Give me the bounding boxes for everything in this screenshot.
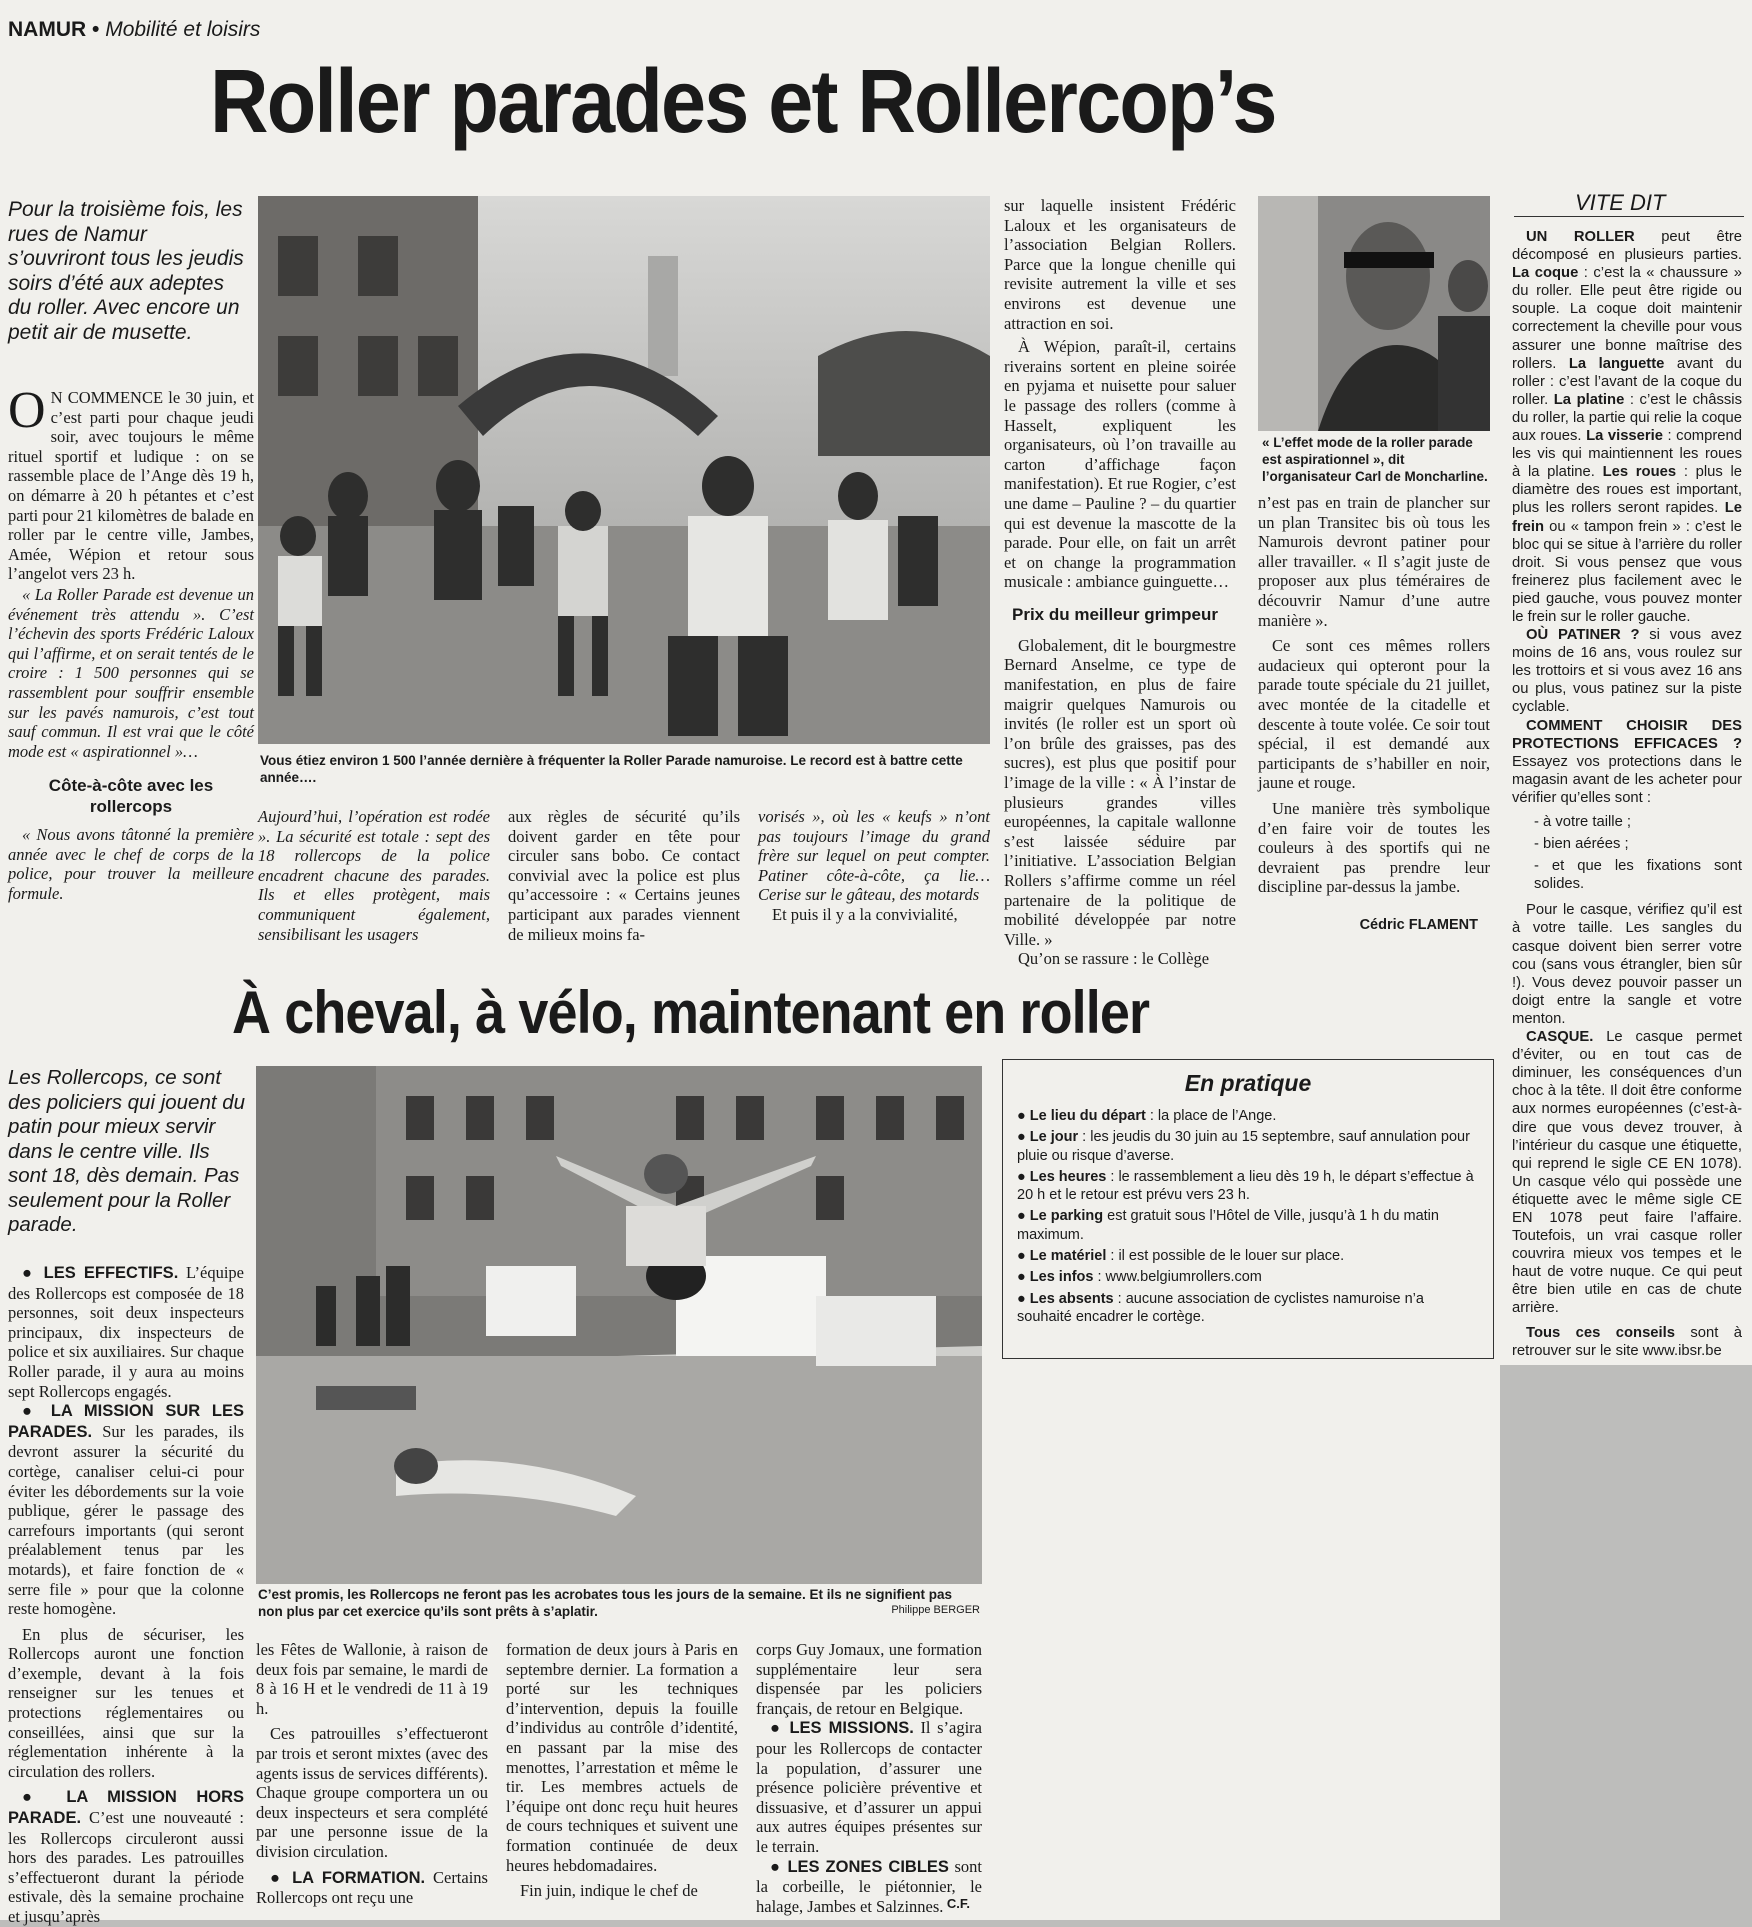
- paragraph: Une manière très symbolique d’en faire voir de toutes les couleurs à des sportifs qui ne devraient pas prendre leur discipline par-dessus la jambe.: [1258, 798, 1490, 897]
- list-item: - et que les fixations sont solides.: [1534, 858, 1742, 893]
- en-pratique-title: En pratique: [1184, 1070, 1312, 1096]
- text: Pour le casque, vérifiez qu’il est à votre taille. Les sangles du casque doivent bien serrer votre cou (sans vous étrangler, bien sûr !). Vous devez pouvoir passer un doigt entre la sangle et votre menton.: [1512, 902, 1742, 1027]
- photo-caption: C’est promis, les Rollercops ne feront pas les acrobates tous les jours de la semaine. Et ils ne signifient pas non plus par cet exercice qu’ils sont prêts à s’aplatir.: [258, 1587, 952, 1619]
- bold-lead: CASQUE.: [1526, 1029, 1594, 1046]
- text: L’équipe des Rollercops est composée de 18 personnes, soit deux inspecteurs principaux, dix inspecteurs de police et six auxiliaires. Sur chaque Roller parade, il y aura au moins sept Rollercops engagés.: [8, 1263, 244, 1401]
- bold-lead: LA FORMATION.: [292, 1868, 426, 1887]
- text: Il s’agira pour les Rollercops de contacter la population, d’assurer une présence policière préventive et dissuasive, et d’assurer un appui aux autres équipes présentes sur le terrain.: [756, 1718, 982, 1856]
- vite-dit-title: VITE DIT: [1575, 190, 1666, 215]
- list-item: - bien aérées ;: [1534, 836, 1629, 853]
- info-item: ● Les infos : www.belgiumrollers.com: [1017, 1269, 1262, 1286]
- text: ou « tampon frein » : c’est le bloc qui se situe à l’arrière du roller droit. Si vous pensez que vous freinerez plus facilement avec le pied gauche, vous pouvez monter le frein sur le roller gauche.: [1512, 518, 1742, 625]
- section-name: NAMUR: [8, 18, 87, 41]
- paragraph: sur laquelle insistent Frédéric Laloux et les organisateurs de l’association Belgian Rollers. Parce que la longue chenille qui revisite autrement la ville et ses environs est devenue une attraction en soi.: [1004, 196, 1236, 333]
- drop-cap: O: [8, 382, 46, 439]
- paragraph: vorisés », où les « keufs » n’ont pas toujours l’image du grand frère sur lequel on peut compter. Patiner côte-à-côte, ça lie… Cerise sur le gâteau, des motards: [758, 807, 990, 905]
- article2-column-4: corps Guy Jomaux, une formation supplémentaire leur sera dispensée par les policiers français, de retour en Belgique. ● LES MISSIONS. Il s’agira pour les Rollercops de contacter la population, d’assurer une présence policière préventive et dissuasive, et d’assurer un appui aux autres équipes présentes sur le terrain. ● LES ZONES CIBLES sont la corbeille, le piétonnier, le halage, Jambes et Salzinnes.: [756, 1640, 982, 1916]
- article-chapo-2: Les Rollercops, ce sont des policiers qui jouent du patin pour mieux servir dans le centre ville. Ils sont 18, dès demain. Pas seulement pour la Roller parade.: [8, 1066, 246, 1236]
- bold-lead: LES ZONES CIBLES: [787, 1857, 949, 1876]
- article-column-4: [758, 807, 990, 925]
- text: Certains Rollercops ont reçu une: [256, 1867, 488, 1908]
- paragraph: Aujourd’hui, l’opération est rodée ». La sécurité est totale : sept des 18 rollercops de la police encadrent chacune des parades. Ils et elles protègent, mais communiquent également, sensibilisant les usagers: [258, 807, 490, 944]
- subheading: Côte-à-côte avec les rollercops: [48, 776, 214, 817]
- article-title: Roller parades et Rollercop’s: [210, 52, 1276, 152]
- roller-parade-photo: [258, 196, 990, 744]
- rollercops-acrobat-photo: [256, 1066, 982, 1584]
- photo-caption: Vous étiez environ 1 500 l’année dernière à fréquenter la Roller Parade namuroise. Le record est à battre cette année….: [260, 753, 963, 785]
- info-item: ● Le jour : les jeudis du 30 juin au 15 septembre, sauf annulation pour pluie ou risque d’averse.: [1017, 1129, 1470, 1164]
- en-pratique-box: [1002, 1059, 1494, 1359]
- article-column-5: [1004, 196, 1236, 969]
- photo-credit: Philippe BERGER: [891, 1604, 980, 1616]
- text: Ces patrouilles s’effectueront par trois et seront mixtes (avec des agents issus de services différents). Chaque groupe comportera un ou deux inspecteurs et sera complété par une personne issue de la division circulation.: [256, 1724, 489, 1861]
- list-item: - à votre taille ;: [1534, 814, 1632, 830]
- text: avant du roller : c’est l’avant de la coque du roller.: [1512, 355, 1742, 408]
- article-column-1: [8, 382, 254, 904]
- bold-lead: OÙ PATINER ?: [1526, 627, 1640, 644]
- term: La visserie: [1586, 428, 1663, 445]
- vite-dit-body: [1512, 228, 1742, 1360]
- text: En plus de sécuriser, les Rollercops auront une fonction d’exemple, devant à la fois renseigner sur les tenues et protections réglementaires ou conseillées, ainsi que sur la réglementation inhérente à la circulation des rollers.: [8, 1624, 244, 1781]
- photo-caption: « L’effet mode de la roller parade est aspirationnel », dit l’organisateur Carl de Moncharline.: [1262, 435, 1488, 484]
- paragraph: Ce sont ces mêmes rollers audacieux qui opteront pour la parade toute spéciale du 21 juillet, avec montée de la citadelle et descente à toute volée. Ce soir tout spécial, il est demandé aux participants de s’habiller en noir, jaune et rouge.: [1258, 636, 1490, 793]
- info-item: ● Les heures : le rassemblement a lieu dès 19 h, le départ s’effectue à 20 h et le retour est prévu vers 23 h.: [1017, 1168, 1474, 1204]
- text: formation de deux jours à Paris en septembre dernier. La formation a porté sur les techniques d’intervention, depuis la fouille d’individus au contrôle d’identité, en passant par la mise des menottes, l’arrestation et même le tir. Les membres actuels de l’équipe ont donc reçu huit heures de cours techniques et suivent une formation continuée de deux heures hebdomadaires.: [506, 1640, 738, 1875]
- paragraph: aux règles de sécurité qu’ils doivent garder en tête pour circuler sans bobo. Ce contact convivial avec la police est plus qu’accessoire : « Certains jeunes participant aux parades viennent de milieux moins fa-: [508, 807, 740, 944]
- text: les Fêtes de Wallonie, à raison de deux fois par semaine, le mardi de 8 à 16 H et le vendredi de 11 à 19 h.: [256, 1640, 488, 1718]
- byline: C.F.: [946, 1896, 970, 1911]
- text: sont la corbeille, le piétonnier, le halage, Jambes et Salzinnes.: [756, 1856, 982, 1916]
- article-column-3: [508, 807, 740, 944]
- text: Fin juin, indique le chef de: [520, 1881, 698, 1901]
- term: La coque: [1512, 265, 1579, 282]
- paragraph: N COMMENCE le 30 juin, et c’est parti pour chaque jeudi soir, avec toujours le même rituel sportif et ludique : on se rassemble place de l’Ange dès 19 h, on démarre à 20 h pétantes et c’est parti pour 21 kilomètres de balade en roller par le centre ville, Jambes, Amée, Wépion et retour sous l’angelot vers 23 h.: [8, 388, 254, 584]
- section-header: NAMUR • Mobilité et loisirs: [8, 18, 261, 41]
- text: Sur les parades, ils devront assurer la sécurité du cortège, canaliser celui-ci pour éviter les débordements sur la voie publique, gérer le passage des carrefours importants (qui seront préalablement tenus par les motards), et faire fonction de « serre file » pour que la colonne reste homogène.: [8, 1421, 244, 1619]
- vite-dit-rule: [1514, 216, 1744, 217]
- article2-column-1: ● LES EFFECTIFS. L’équipe des Rollercops est composée de 18 personnes, soit deux inspecteurs principaux, dix inspecteurs de police et six auxiliaires. Sur chaque Roller parade, il y aura au moins sept Rollercops engagés. ● LA MISSION SUR LES PARADES. Sur les parades, ils devront assurer la sécurité du cortège, canaliser celui-ci pour éviter les débordements sur la voie publique, gérer le passage des carrefours importants (qui seront préalablement tenus par les motards), et faire fonction de « serre file » pour que la colonne reste homogène. En plus de sécuriser, les Rollercops auront une fonction d’exemple, devant à la fois renseigner sur les tenues et protections réglementaires ou conseillées, ainsi que sur la réglementation inhérente à la circulation des rollers. ● LA MISSION HORS PARADE. C’est une nouveauté : les Rollercops circuleront aussi hors des parades. Les patrouilles s’effectueront durant la période estivale, dès la semaine prochaine et jusqu’après: [8, 1263, 244, 1926]
- bold-lead: LES MISSIONS.: [789, 1719, 914, 1738]
- subheading: Prix du meilleur grimpeur: [1012, 604, 1218, 624]
- en-pratique-list: [1017, 1107, 1481, 1326]
- paragraph: « La Roller Parade est devenue un événement très attendu ». C’est l’échevin des sports Frédéric Laloux qui l’affirme, et on serait tentés de le croire : 1 500 personnes qui se rassemblent pour souffrir ensemble sur les pavés namurois, c’est tout sauf commun. Il est vrai que le côté mode est « aspirationnel »…: [8, 584, 254, 761]
- bold-lead: LA MISSION SUR LES PARADES.: [8, 1402, 244, 1441]
- article2-column-2: les Fêtes de Wallonie, à raison de deux fois par semaine, le mardi de 8 à 16 H et le vendredi de 11 à 19 h. Ces patrouilles s’effectueront par trois et seront mixtes (avec des agents issus de services différents). Chaque groupe comportera un ou deux inspecteurs et sera complété par une personne issue de la division circulation. ● LA FORMATION. Certains Rollercops ont reçu une: [256, 1640, 489, 1908]
- info-item: ● Le parking est gratuit sous l’Hôtel de Ville, jusqu’à 1 h du matin maximum.: [1017, 1208, 1439, 1243]
- organiser-portrait-photo: [1258, 196, 1490, 431]
- text: Essayez vos protections dans le magasin avant de les acheter pour vérifier qu’elles sont :: [1512, 753, 1742, 806]
- bold-lead: Tous ces conseils: [1526, 1324, 1675, 1341]
- article-column-2: [258, 807, 490, 944]
- text: : plus le diamètre des roues est important, plus les rollers seront rapides.: [1512, 464, 1743, 517]
- article-chapo: Pour la troisième fois, les rues de Namur s’ouvriront tous les jeudis soirs d’été aux adeptes du roller. Avec encore un petit air de musette.: [8, 198, 244, 344]
- text: : c’est la « chaussure » du roller. Elle peut être rigide ou souple. La coque doit maintenir correctement la cheville pour vous assurer une bonne maîtrise des rollers.: [1512, 265, 1742, 372]
- text: : c’est le châssis du roller, la partie qui relie la coque aux roues.: [1512, 391, 1742, 445]
- info-item: ● Le lieu du départ : la place de l’Ange.: [1017, 1108, 1277, 1124]
- text: C’est une nouveauté : les Rollercops circuleront aussi hors des parades. Les patrouilles s’effectueront durant la période estivale, dès la semaine prochaine et jusqu’après: [8, 1808, 244, 1926]
- bold-lead: COMMENT CHOISIR DES PROTECTIONS EFFICACES ?: [1512, 717, 1742, 752]
- text: sont à retrouver sur le site www.ibsr.be: [1512, 1324, 1743, 1359]
- paragraph: Qu’on se rassure : le Collège: [1018, 949, 1210, 969]
- paragraph: « Nous avons tâtonné la première année avec le chef de corps de la police, pour trouver la meilleure formule.: [8, 825, 254, 904]
- paragraph: n’est pas en train de plancher sur un plan Transitec bis où tous les Namurois devront patiner pour aller travailler. « Il s’agit juste de proposer aux plus téméraires de découvrir Namur d’une autre manière ».: [1258, 493, 1490, 630]
- paragraph: Et puis il y a la convivialité,: [772, 904, 958, 924]
- subsection-name: Mobilité et loisirs: [105, 18, 261, 41]
- bold-lead: LES EFFECTIFS.: [43, 1264, 179, 1282]
- term: Le frein: [1512, 500, 1742, 535]
- info-item: ● Le matériel : il est possible de le louer sur place.: [1017, 1248, 1345, 1265]
- paragraph: À Wépion, paraît-il, certains riverains sortent en pleine soirée en pyjama et nuisette pour saluer le passage des rollers (comme à Hasselt, expliquent les organisateurs, où l’on travaille au carton d’affichage façon manifestation). Et rue Rogier, c’est une dame – Pauline ? – du quartier qui est devenue la mascotte de la parade. Pour elle, on fait un arrêt et on change la programmation musicale : ambiance guinguette…: [1004, 337, 1236, 592]
- info-item: ● Les absents : aucune association de cyclistes namuroise n’a souhaité encadrer le cortège.: [1017, 1290, 1424, 1325]
- text: peut être décomposé en plusieurs parties.: [1512, 229, 1742, 264]
- text: : comprend les vis qui maintiennent les roues à la platine.: [1512, 428, 1742, 481]
- article2-column-3: [506, 1640, 738, 1901]
- term: La languette: [1568, 355, 1665, 372]
- text: Le casque permet d’éviter, ou en tout cas de diminuer, les conséquences d’un choc à la tête. Il doit être conforme aux normes européennes (c’est-à-dire que vous devez trouver, à l’intérieur du casque une étiquette, qui reprend le sigle CE EN 1078). Un casque vélo qui possède une étiquette avec le même sigle CE EN 1078 peut faire l’affaire. Toutefois, un vrai casque roller couvrira mieux vos tempes et le haut de votre nuque. Ce qui peut être bien utile en cas de chute arrière.: [1512, 1029, 1742, 1317]
- paragraph: Globalement, dit le bourgmestre Bernard Anselme, ce type de manifestation, en plus de faire maigrir quelques Namurois ou invités (le roller est un sport où l’on brûle des graisses, pas des sucres), est plus que positif pour l’image de la ville : « À l’instar de plusieurs grandes villes européennes, la capitale wallonne s’est laissée séduire par l’initiative. L’association Belgian Rollers s’affirme comme un réel partenaire de la politique de mobilité développée par notre Ville. »: [1004, 635, 1236, 949]
- text: si vous avez moins de 16 ans, vous roulez sur les trottoirs et si vous avez 16 ans ou plus, vous patinez sur la piste cyclable.: [1512, 627, 1742, 716]
- term: La platine: [1553, 391, 1625, 408]
- term: Les roues: [1602, 464, 1677, 481]
- bold-lead: LA MISSION HORS PARADE.: [8, 1788, 244, 1828]
- article-title-2: À cheval, à vélo, maintenant en roller: [232, 979, 1150, 1046]
- text: corps Guy Jomaux, une formation supplémentaire leur sera dispensée par les policiers français, de retour en Belgique.: [756, 1640, 982, 1718]
- bold-lead: UN ROLLER: [1526, 229, 1635, 245]
- article-column-6: [1258, 493, 1490, 897]
- byline: Cédric FLAMENT: [1359, 917, 1478, 933]
